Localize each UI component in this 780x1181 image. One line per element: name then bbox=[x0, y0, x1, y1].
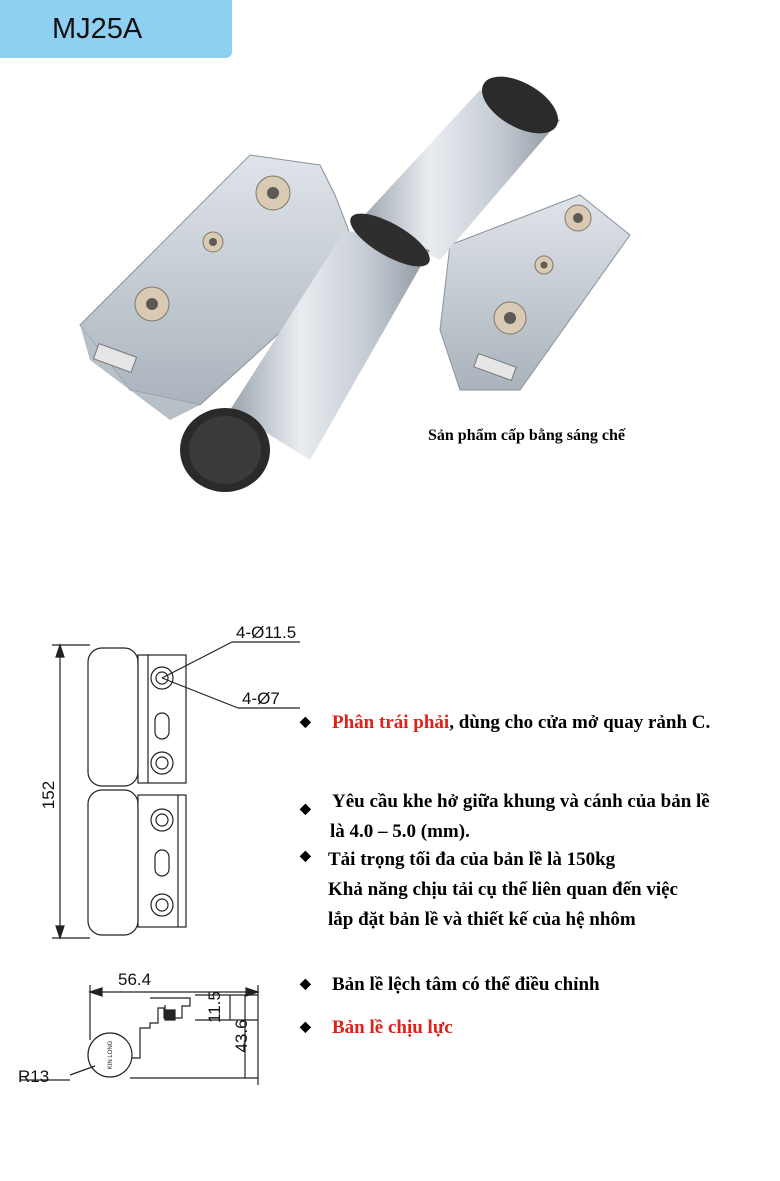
feature-text: Tải trọng tối đa của bản lề là 150kg bbox=[328, 849, 616, 870]
feature-text: là 4.0 – 5.0 (mm). bbox=[330, 821, 470, 842]
feature-text: Bản lề lệch tâm có thể điều chỉnh bbox=[332, 974, 600, 995]
dim-offset: 11.5 bbox=[205, 991, 224, 1023]
diamond-icon: ◆ bbox=[300, 715, 311, 730]
diamond-icon: ◆ bbox=[300, 849, 311, 864]
feature-text: Khả năng chịu tải cụ thể liên quan đến việc bbox=[328, 879, 678, 900]
feature-text: lắp đặt bản lề và thiết kế của hệ nhôm bbox=[328, 909, 636, 930]
barrel-mark: KIN LONG bbox=[108, 1040, 114, 1070]
model-label: MJ25A bbox=[52, 13, 143, 45]
dim-width: 56.4 bbox=[118, 970, 152, 989]
diamond-icon: ◆ bbox=[300, 977, 311, 992]
feature-highlight: Bản lề chịu lực bbox=[332, 1017, 453, 1038]
dim-holes-large: 4-Ø11.5 bbox=[236, 623, 297, 642]
dim-height: 152 bbox=[39, 780, 58, 810]
feature-text: , dùng cho cửa mở quay rảnh C. bbox=[449, 712, 711, 733]
dim-radius: R13 bbox=[18, 1067, 50, 1086]
photo-caption: Sản phẩm cấp bằng sáng chế bbox=[428, 427, 625, 444]
feature-highlight: Phân trái phải bbox=[332, 712, 450, 733]
model-tag bbox=[0, 0, 232, 58]
diamond-icon: ◆ bbox=[300, 1020, 311, 1035]
diamond-icon: ◆ bbox=[300, 802, 311, 817]
technical-drawing bbox=[0, 600, 300, 1120]
dim-depth: 43.6 bbox=[232, 1019, 251, 1053]
dim-holes-small: 4-Ø7 bbox=[242, 689, 280, 708]
feature-text: Yêu cầu khe hở giữa khung và cánh của bản lề bbox=[332, 791, 710, 812]
